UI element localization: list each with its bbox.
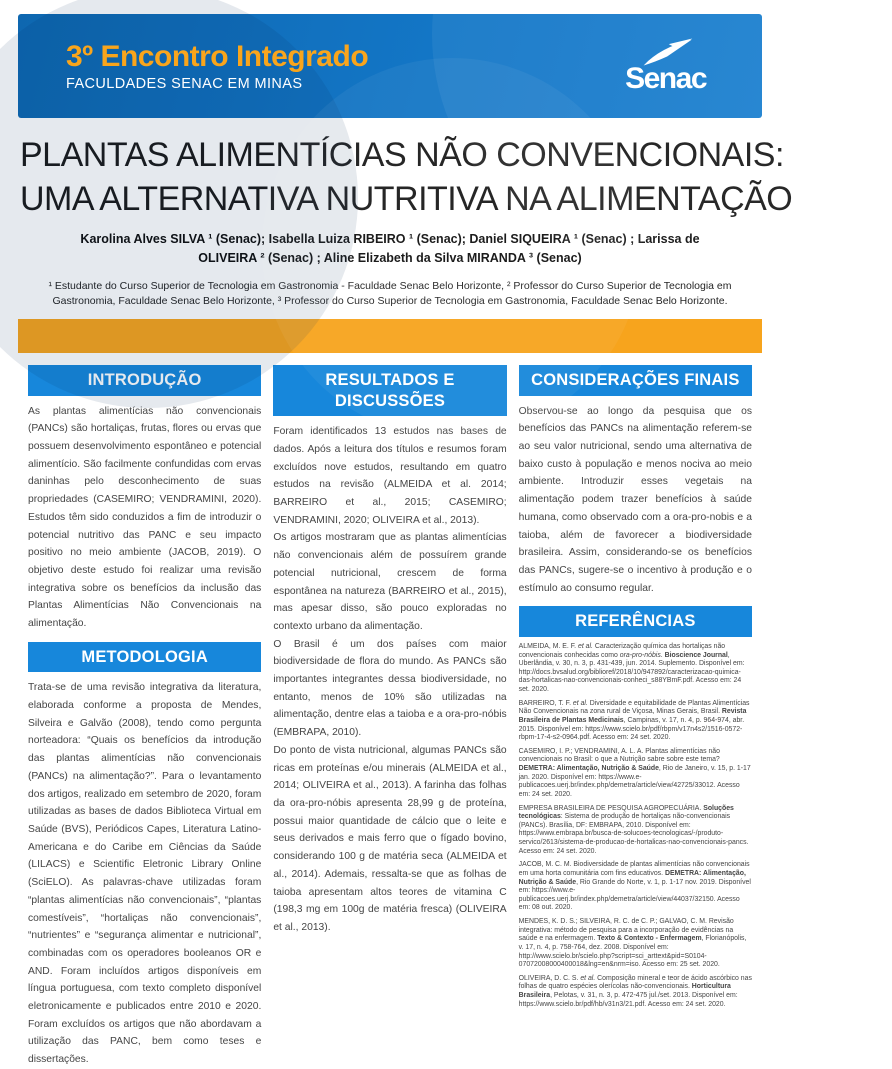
section-header-metodologia: METODOLOGIA xyxy=(28,642,261,673)
event-heading-group xyxy=(66,40,368,92)
senac-logo xyxy=(625,37,706,96)
section-header-resultados: RESULTADOS E DISCUSSÕES xyxy=(273,365,506,416)
reference-item: ALMEIDA, M. E. F. et al. Caracterização química das hortaliças não convencionais conhecidas como ora-pro-nóbis. Bioscience Journal, Uberlândia, v. 30, n. 3, p. 431-439, jun. 2014. Suplemento. Disponível em: http://docs.bvsalud.org/biblioref/2018/10/947892/caracterizacao-quimica-das-hortalicas-nao-convencionais-conheci_s88YBmF.pdf. Acesso em: 24 set. 2020. xyxy=(518,642,745,694)
column-left xyxy=(28,365,261,1069)
reference-item: OLIVEIRA, D. C. S. et al. Composição mineral e teor de ácido ascórbico nas folhas de quatro espécies olerícolas não-convencionais. Horticultura Brasileira, Pelotas, v. 31, n. 3, p. 472-475 jul./set. 2013. Disponível em: https://www.scielo.br/pdf/hb/v31n3/21.pdf. Acesso em: 24 set. 2020. xyxy=(518,974,752,1008)
event-banner xyxy=(18,14,762,118)
section-header-consideracoes: CONSIDERAÇÕES FINAIS xyxy=(519,365,752,396)
reference-item: EMPRESA BRASILEIRA DE PESQUISA AGROPECUÁRIA. Soluções tecnológicas: Sistema de produção de hortaliças não-convencionais (PANCs). Brasília, DF: EMBRAPA, 2010. Disponível em: https://www.embrapa.br/busca-de-solucoes-tecnologicas/-/produto-servico/2613/sistema-de-producao-de-hortalicas-nao-convencionais-pancs. Acesso em: 24 set. 2020. xyxy=(518,804,749,855)
paragraph: Do ponto de vista nutricional, algumas PANCs são ricas em proteínas e/ou minerais (ALMEIDA et al., 2014; OLIVEIRA et al., 2013). A farinha das folhas da ora-pro-nóbis apresenta 28,99 g de proteína, possui maior quantidade de cálcio que o leite e seus derivados e mais ferro que o fígado bovino, considerando 100 g de matéria seca (ALMEIDA et al., 2014). Ademais, ressalta-se que as folhas de taioba apresentam altos teores de vitamina C (198,3 mg em 100g de matéria fresca) (OLIVEIRA et al., 2013). xyxy=(273,744,507,933)
paragraph: Foram identificados 13 estudos nas bases de dados. Após a leitura dos títulos e resumos foram excluídos nove estudos, resultando em quatro estudos na revisão (ALMEIDA et al. 2014; BARREIRO et al., 2015; CASEMIRO; VENDRAMINI, 2020; OLIVEIRA et al., 2013). xyxy=(273,426,507,526)
metodologia-text: Trata-se de uma revisão integrativa da literatura, elaborada conforme a proposta de Mendes, Silveira e Galvão (2008), tendo como pergunta norteadora: “Quais os benefícios da introdução das plantas alimentícias não convencionais (PANCs) na alimentação?”. Para o levantamento dos artigos, realizado em setembro de 2020, foram utilizadas as bases de dados Biblioteca Virtual em Saúde (BVS), Periódicos Capes, Literatura Latino-Americana e do Caribe em Ciências da Saúde (LILACS) e Scientific Eletronic Library Online (SciELO). As palavras-chave utilizadas foram “plantas alimentícias não convencionais”, “plantas comestíveis”, “hortaliças não convencionais”, “nutrientes” e “segurança alimentar e nutricional”, combinadas com os operadores booleanos OR e AND. Foram incluídos artigos disponíveis em língua portuguesa, com texto completo disponível eletronicamente e publicados entre 2010 e 2020. Foram excluídos os artigos que não abordavam a utilização das PANC, bem como teses e dissertações. xyxy=(28,682,262,1066)
referencias-list xyxy=(519,643,752,1009)
reference-item: CASEMIRO, I. P.; VENDRAMINI, A. L. A. Plantas alimentícias não convencionais no Brasil: o que a Nutrição sabre sobre este tema? DEMETRA: Alimentação, Nutrição & Saúde, Rio de Janeiro, v. 15, p. 1-17 jan. 2020. Disponível em: https://www.e-publicacoes.uerj.br/index.php/demetra/article/view/42725/33012. Acesso em: 24 set. 2020. xyxy=(518,747,751,798)
content-columns xyxy=(28,365,752,1069)
poster-title-line1: PLANTAS ALIMENTÍCIAS NÃO CONVENCIONAIS: xyxy=(20,136,784,174)
event-subtitle: FACULDADES SENAC EM MINAS xyxy=(66,76,303,92)
poster xyxy=(0,14,793,1066)
poster-title xyxy=(20,134,793,221)
reference-item: JACOB, M. C. M. Biodiversidade de plantas alimentícias não convencionais em uma horta comunitária com fins educativos. DEMETRA: Alimentação, Nutrição & Saúde, Rio Grande do Norte, v. 1, p. 1-17 nov. 2019. Disponível em: https://www.e-publicacoes.uerj.br/index.php/demetra/article/view/44037/32150. Acesso em: 08 out. 2020. xyxy=(518,861,751,912)
reference-item: BARREIRO, T. F. et al. Diversidade e equitabilidade de Plantas Alimentícias Não Convencionais na zona rural de Viçosa, Minas Gerais, Brasil. Revista Brasileira de Plantas Medicinais, Campinas, v. 17, n. 4, p. 964-974, abr. 2015. Disponível em: https://www.scielo.br/pdf/rbpm/v17n4s2/1516-0572-rbpm-17-4-s2-0964.pdf. Acesso em: 24 set. 2020. xyxy=(518,699,750,742)
introducao-text: As plantas alimentícias não convencionais (PANCs) são hortaliças, frutas, flores ou ervas que possuem desenvolvimento espontâneo e potencial alimentício. São facilmente confundidas com ervas daninhas pelo desconhecimento de suas propriedades (CASEMIRO; VENDRAMINI, 2020). Estudos têm sido conduzidos a fim de introduzir o potencial nutritivo das PANC e seu impacto positivo no meio ambiente (JACOB, 2019). O objetivo deste estudo foi realizar uma revisão integrativa sobre os benefícios da inclusão das Plantas Alimentícias Não Convencionais na alimentação. xyxy=(28,405,262,630)
senac-logo-text: Senac xyxy=(625,61,706,95)
column-middle xyxy=(273,365,506,937)
paragraph: Os artigos mostraram que as plantas alimentícias não convencionais além de possuírem grande potencial nutricional, crescem de forma espontânea na natureza (BARREIRO et al., 2015), mas apesar disso, são pouco exploradas no contexto urbano da alimentação. xyxy=(273,532,507,632)
reference-item: MENDES, K. D. S.; SILVEIRA, R. C. de C. P.; GALVAO, C. M. Revisão integrativa: método de pesquisa para a incorporação de evidências na saúde e na enfermagem. Texto & Contexto - Enfermagem, Florianópolis, v. 17, n. 4, p. 758-764, dez. 2008. Disponível em: http://www.scielo.br/scielo.php?script=sci_arttext&pid=S0104-07072008000400018&lng=en&nrm=iso. Acesso em: 25 set. 2020. xyxy=(518,918,747,969)
resultados-text xyxy=(273,423,506,936)
event-title: 3º Encontro Integrado xyxy=(66,40,369,73)
section-header-introducao: INTRODUÇÃO xyxy=(28,365,261,396)
authors-line: Karolina Alves SILVA ¹ (Senac); Isabella Luiza RIBEIRO ¹ (Senac); Daniel SIQUEIRA ¹ (Senac) ; Larissa de OLIVEIRA ² (Senac) ; Aline Elizabeth da Silva MIRANDA ³ (Senac) xyxy=(80,232,700,265)
affiliations-line: ¹ Estudante do Curso Superior de Tecnologia em Gastronomia - Faculdade Senac Belo Horizonte, ² Professor do Curso Superior de Tecnologia em Gastronomia, Faculdade Senac Belo Horizonte, ³ Professor do Curso Superior de Tecnologia em Gastronomia, Faculdade Senac Belo Horizonte. xyxy=(48,279,732,307)
poster-title-line2: UMA ALTERNATIVA NUTRITIVA NA ALIMENTAÇÃO xyxy=(20,179,793,218)
column-right xyxy=(519,365,752,1014)
section-header-referencias: REFERÊNCIAS xyxy=(519,606,752,637)
consideracoes-text: Observou-se ao longo da pesquisa que os benefícios das PANCs na alimentação referem-se ao seu valor nutricional, sendo uma alternativa de baixo custo à população e menos nociva ao meio ambiente. Introduzir esses vegetais na alimentação podem trazer benefícios à saúde humana, como observado com a ora-pro-nobis e a taioba, além de favorecer a biodiversidade brasileira. Assim, considerando-se os benefícios das PANCs, sugere-se o incentivo à produção e o estímulo ao consumo regular. xyxy=(518,405,752,594)
accent-bar xyxy=(18,319,762,353)
paragraph: O Brasil é um dos países com maior biodiversidade de flora do mundo. As PANCs são importantes integrantes dessa biodiversidade, no entanto, menos de 10% são utilizadas na alimentação, dentre elas a taioba e a ora-pro-nóbis (EMBRAPA, 2010). xyxy=(273,638,507,739)
